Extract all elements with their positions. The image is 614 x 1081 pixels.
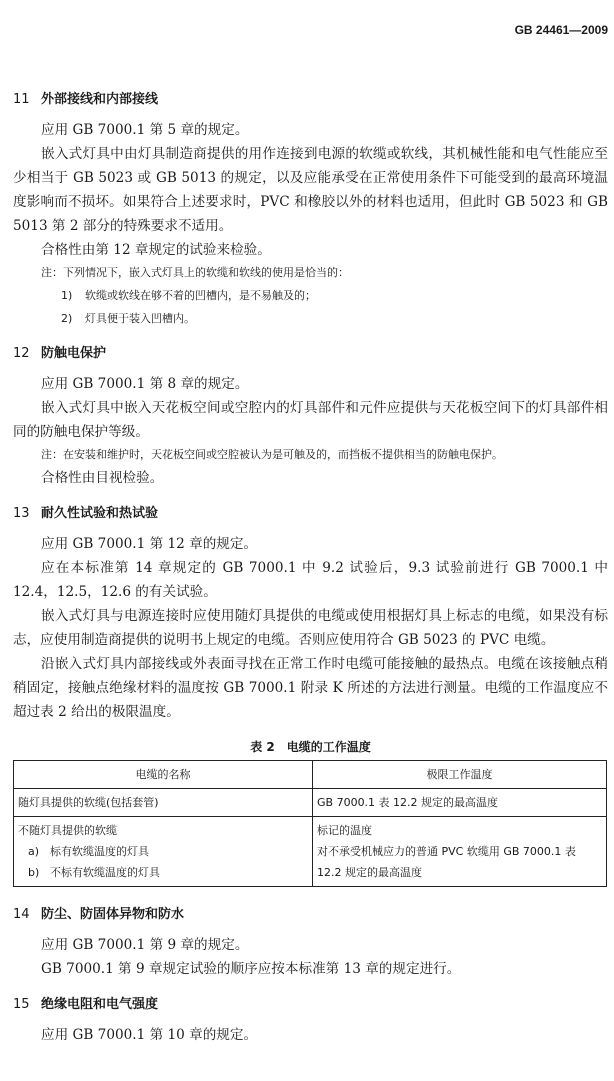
note: 注：在安装和维护时，天花板空间或空腔被认为是可触及的，而挡板不提供相当的防触电保护。 [41,448,503,461]
section-title: 防触电保护 [41,346,107,361]
table-row [14,789,607,817]
section-number: 11 [13,92,30,107]
table-cell: 随灯具提供的软缆(包括套管) [14,789,313,817]
table-caption: 表 2 电缆的工作温度 [250,740,371,754]
note: 注：下列情况下，嵌入式灯具上的软缆和软线的使用是恰当的： [41,266,349,279]
column-header: 极限工作温度 [313,761,607,789]
cell-subitem [18,862,308,883]
section-heading [13,90,608,110]
item-label: 1) [61,289,73,302]
paragraph: 沿嵌入式灯具内部接线或外表面寻找在正常工作时电缆可能接触的最热点。电缆在该接触点稍稍固定，接触点绝缘材料的温度按 GB 7000.1 附录 K 所述的方法进行测量。电缆的工作温度应不超过表 2 给出的极限温度。 [13,656,608,720]
paragraph: GB 7000.1 第 9 章规定试验的顺序应按本标准第 13 章的规定进行。 [41,961,461,977]
paragraph: 应用 GB 7000.1 第 10 章的规定。 [41,1027,258,1043]
paragraph: 应用 GB 7000.1 第 5 章的规定。 [41,122,249,138]
item-label: a) [28,845,40,858]
table-cell [14,817,313,887]
table-header-row [14,761,607,789]
paragraph: 合格性由第 12 章规定的试验来检验。 [41,242,271,258]
cable-temperature-table [13,760,607,887]
paragraph: 嵌入式灯具中由灯具制造商提供的用作连接到电源的软缆或软线，其机械性能和电气性能应至少相当于 GB 5023 或 GB 5013 的规定，以及应能承受在正常使用条件下可能受到的最高环境温度影响而不损坏。如果符合上述要求时，PVC 和橡胶以外的材料也适用，但此时 GB 5023 和 GB 5013 第 2 部分的特殊要求不适用。 [13,146,608,234]
cell-text: 不随灯具提供的软缆 [18,824,117,837]
item-text: 软缆或软线在够不着的凹槽内，是不易触及的； [85,289,316,302]
section-14 [13,905,608,981]
item-label: b) [28,866,40,879]
item-label: 2) [61,312,73,325]
list-item [13,307,608,330]
section-12 [13,344,608,490]
section-11 [13,90,608,330]
paragraph: 应用 GB 7000.1 第 12 章的规定。 [41,536,258,552]
table-cell [313,817,607,887]
paragraph: 嵌入式灯具中嵌入天花板空间或空腔内的灯具部件和元件应提供与天花板空间下的灯具部件相同的防触电保护等级。 [13,400,608,440]
paragraph: 应用 GB 7000.1 第 9 章的规定。 [41,937,249,953]
paragraph: 应用 GB 7000.1 第 8 章的规定。 [41,376,249,392]
section-number: 14 [13,907,30,922]
section-title: 耐久性试验和热试验 [41,506,159,521]
item-text: 灯具便于装入凹槽内。 [85,312,195,325]
section-15 [13,995,608,1047]
cell-subitem [18,841,308,862]
table-row [14,817,607,887]
section-title: 防尘、防固体异物和防水 [41,907,185,922]
section-number: 12 [13,346,30,361]
standard-number: GB 24461—2009 [514,23,608,37]
section-number: 13 [13,506,30,521]
paragraph: 嵌入式灯具与电源连接时应使用随灯具提供的电缆或使用根据灯具上标志的电缆，如果没有标志，应使用制造商提供的说明书上规定的电缆。否则应使用符合 GB 5023 的 PVC 电缆。 [13,608,608,648]
list-item [13,284,608,307]
paragraph: 应在本标准第 14 章规定的 GB 7000.1 中 9.2 试验后，9.3 试验前进行 GB 7000.1 中 12.4，12.5，12.6 的有关试验。 [13,560,608,600]
section-heading [13,344,608,364]
section-heading [13,995,608,1015]
cell-text: 标记的温度 [317,824,372,837]
item-text: 标有软缆温度的灯具 [50,845,149,858]
section-13 [13,504,608,724]
section-number: 15 [13,997,30,1012]
item-text: 不标有软缆温度的灯具 [50,866,160,879]
cell-text: 对不承受机械应力的普通 PVC 软缆用 GB 7000.1 表 12.2 规定的最高温度 [317,845,576,879]
table-cell: GB 7000.1 表 12.2 规定的最高温度 [313,789,607,817]
column-header: 电缆的名称 [14,761,313,789]
section-heading [13,504,608,524]
section-title: 外部接线和内部接线 [41,92,159,107]
paragraph: 合格性由目视检验。 [41,470,164,486]
section-title: 绝缘电阻和电气强度 [41,997,159,1012]
section-heading [13,905,608,925]
